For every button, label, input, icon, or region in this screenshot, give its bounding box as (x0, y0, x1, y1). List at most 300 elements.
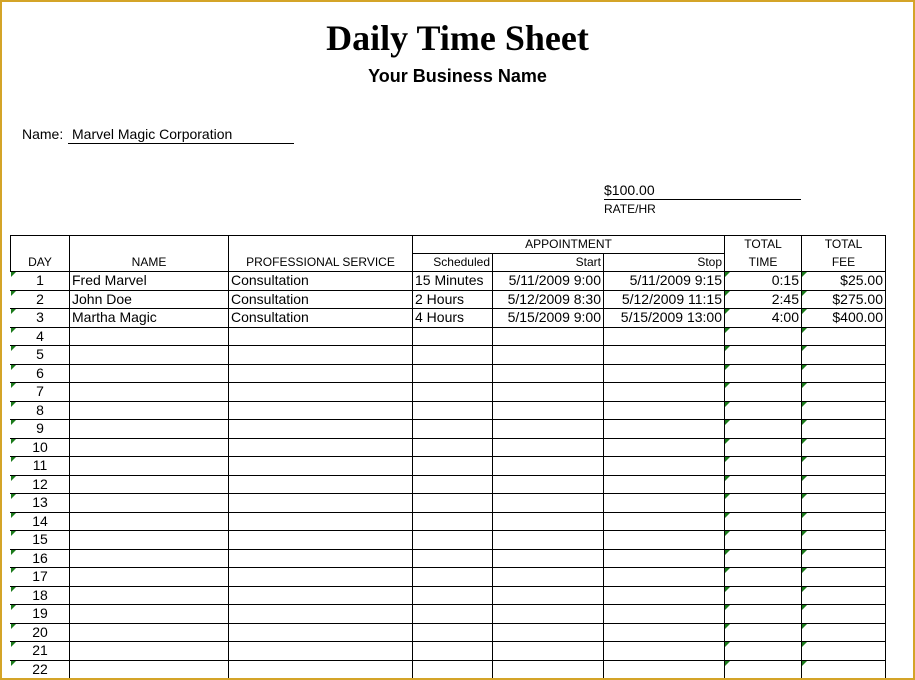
day-cell[interactable] (11, 605, 70, 624)
cell-comment-marker-icon (802, 642, 807, 647)
start-cell-text: 5/11/2009 9:00 (508, 272, 601, 289)
start-cell[interactable] (493, 586, 604, 605)
table-row (11, 290, 886, 309)
scheduled-cell[interactable] (413, 290, 493, 309)
service-cell[interactable] (229, 272, 413, 291)
service-cell[interactable] (229, 290, 413, 309)
cell-comment-marker-icon (11, 309, 16, 314)
time-cell[interactable] (725, 549, 802, 568)
fee-cell[interactable] (802, 383, 886, 402)
cell-comment-marker-icon (725, 328, 730, 333)
name-cell[interactable] (70, 586, 229, 605)
name-cell[interactable] (70, 309, 229, 328)
fee-cell[interactable] (802, 438, 886, 457)
start-cell[interactable] (493, 290, 604, 309)
fee-cell[interactable] (802, 457, 886, 476)
day-cell-text: 6 (36, 364, 44, 381)
cell-comment-marker-icon (802, 383, 807, 388)
start-cell[interactable] (493, 549, 604, 568)
cell-comment-marker-icon (11, 439, 16, 444)
day-cell-text: 4 (36, 327, 44, 344)
day-cell[interactable] (11, 346, 70, 365)
fee-cell[interactable] (802, 568, 886, 587)
name-cell[interactable] (70, 383, 229, 402)
stop-cell[interactable] (604, 457, 725, 476)
table-row (11, 549, 886, 568)
name-cell[interactable] (70, 364, 229, 383)
day-header: DAY (11, 254, 70, 272)
fee-cell[interactable] (802, 290, 886, 309)
time-cell[interactable] (725, 457, 802, 476)
service-cell[interactable] (229, 494, 413, 513)
service-cell[interactable] (229, 605, 413, 624)
cell-comment-marker-icon (802, 513, 807, 518)
fee-cell[interactable] (802, 605, 886, 624)
cell-comment-marker-icon (725, 587, 730, 592)
cell-comment-marker-icon (11, 642, 16, 647)
time-cell[interactable] (725, 346, 802, 365)
cell-comment-marker-icon (802, 531, 807, 536)
cell-comment-marker-icon (725, 383, 730, 388)
table-row (11, 586, 886, 605)
time-cell[interactable] (725, 290, 802, 309)
name-field[interactable]: Marvel Magic Corporation (68, 125, 294, 144)
start-cell[interactable] (493, 605, 604, 624)
day-cell-text: 17 (32, 568, 48, 585)
stop-cell[interactable] (604, 364, 725, 383)
start-cell-text: 5/15/2009 9:00 (507, 309, 601, 326)
fee-cell[interactable] (802, 512, 886, 531)
cell-comment-marker-icon (802, 605, 807, 610)
scheduled-cell[interactable] (413, 475, 493, 494)
cell-comment-marker-icon (802, 661, 807, 666)
scheduled-cell[interactable] (413, 494, 493, 513)
day-cell-text: 12 (32, 475, 48, 492)
day-cell-text: 20 (32, 623, 48, 640)
service-cell-text: Consultation (231, 272, 309, 289)
time-cell[interactable] (725, 605, 802, 624)
header-row-bottom (11, 254, 886, 272)
table-row (11, 346, 886, 365)
cell-comment-marker-icon (802, 624, 807, 629)
scheduled-cell[interactable] (413, 586, 493, 605)
start-cell[interactable] (493, 457, 604, 476)
time-sheet-table (10, 235, 886, 679)
stop-cell[interactable] (604, 272, 725, 291)
service-cell[interactable] (229, 475, 413, 494)
start-cell[interactable] (493, 531, 604, 550)
start-cell[interactable] (493, 401, 604, 420)
time-cell-text: 0:15 (771, 272, 799, 289)
day-cell-text: 19 (32, 605, 48, 622)
day-header-top (11, 236, 70, 254)
fee-cell[interactable] (802, 549, 886, 568)
scheduled-cell[interactable] (413, 531, 493, 550)
service-header: PROFESSIONAL SERVICE (229, 254, 413, 272)
day-cell[interactable] (11, 512, 70, 531)
fee-cell[interactable] (802, 531, 886, 550)
name-cell[interactable] (70, 401, 229, 420)
scheduled-cell[interactable] (413, 642, 493, 661)
name-cell[interactable] (70, 438, 229, 457)
fee-cell-text: $25.00 (840, 272, 883, 289)
table-row (11, 309, 886, 328)
fee-cell[interactable] (802, 420, 886, 439)
name-cell[interactable] (70, 457, 229, 476)
day-cell[interactable] (11, 642, 70, 661)
start-cell-text: 5/12/2009 8:30 (507, 290, 601, 307)
table-row (11, 605, 886, 624)
cell-comment-marker-icon (725, 272, 730, 277)
time-cell[interactable] (725, 272, 802, 291)
day-cell[interactable] (11, 660, 70, 679)
time-cell[interactable] (725, 586, 802, 605)
start-cell[interactable] (493, 642, 604, 661)
service-cell[interactable] (229, 623, 413, 642)
scheduled-cell[interactable] (413, 438, 493, 457)
scheduled-cell[interactable] (413, 568, 493, 587)
cell-comment-marker-icon (11, 587, 16, 592)
cell-comment-marker-icon (11, 513, 16, 518)
total-time-header: TOTAL (725, 236, 802, 254)
table-row (11, 531, 886, 550)
name-cell[interactable] (70, 660, 229, 679)
time-header: TIME (725, 254, 802, 272)
stop-cell-text: 5/11/2009 9:15 (629, 272, 722, 289)
day-cell[interactable] (11, 420, 70, 439)
service-cell[interactable] (229, 383, 413, 402)
appointment-header: APPOINTMENT (413, 236, 725, 254)
cell-comment-marker-icon (725, 439, 730, 444)
time-cell[interactable] (725, 623, 802, 642)
fee-cell[interactable] (802, 660, 886, 679)
service-cell[interactable] (229, 586, 413, 605)
name-cell[interactable] (70, 327, 229, 346)
day-cell[interactable] (11, 401, 70, 420)
cell-comment-marker-icon (11, 420, 16, 425)
cell-comment-marker-icon (725, 420, 730, 425)
time-cell[interactable] (725, 327, 802, 346)
scheduled-cell-text: 4 Hours (415, 309, 465, 326)
start-cell[interactable] (493, 660, 604, 679)
cell-comment-marker-icon (11, 550, 16, 555)
business-name: Your Business Name (368, 66, 547, 86)
cell-comment-marker-icon (11, 494, 16, 499)
day-cell[interactable] (11, 383, 70, 402)
fee-cell[interactable] (802, 272, 886, 291)
time-cell[interactable] (725, 383, 802, 402)
name-cell[interactable] (70, 346, 229, 365)
scheduled-header: Scheduled (413, 254, 493, 272)
scheduled-cell[interactable] (413, 605, 493, 624)
time-cell[interactable] (725, 494, 802, 513)
name-cell[interactable] (70, 272, 229, 291)
fee-cell[interactable] (802, 364, 886, 383)
table-row (11, 623, 886, 642)
cell-comment-marker-icon (11, 624, 16, 629)
table-row (11, 383, 886, 402)
scheduled-cell[interactable] (413, 420, 493, 439)
service-cell[interactable] (229, 512, 413, 531)
scheduled-cell-text: 2 Hours (415, 290, 465, 307)
day-cell[interactable] (11, 290, 70, 309)
stop-cell[interactable] (604, 586, 725, 605)
cell-comment-marker-icon (725, 568, 730, 573)
service-cell[interactable] (229, 309, 413, 328)
fee-cell-text: $400.00 (832, 309, 883, 326)
time-cell[interactable] (725, 401, 802, 420)
fee-cell[interactable] (802, 586, 886, 605)
cell-comment-marker-icon (802, 328, 807, 333)
day-cell-text: 13 (32, 494, 48, 511)
start-header: Start (493, 254, 604, 272)
day-cell[interactable] (11, 364, 70, 383)
stop-cell[interactable] (604, 327, 725, 346)
stop-cell[interactable] (604, 642, 725, 661)
name-cell-text: John Doe (72, 290, 132, 307)
scheduled-cell[interactable] (413, 309, 493, 328)
day-cell[interactable] (11, 568, 70, 587)
day-cell[interactable] (11, 475, 70, 494)
time-cell[interactable] (725, 475, 802, 494)
cell-comment-marker-icon (11, 383, 16, 388)
cell-comment-marker-icon (725, 346, 730, 351)
scheduled-cell[interactable] (413, 272, 493, 291)
cell-comment-marker-icon (802, 272, 807, 277)
stop-cell[interactable] (604, 568, 725, 587)
cell-comment-marker-icon (11, 291, 16, 296)
start-cell[interactable] (493, 494, 604, 513)
name-cell[interactable] (70, 290, 229, 309)
cell-comment-marker-icon (725, 365, 730, 370)
service-cell[interactable] (229, 531, 413, 550)
name-cell[interactable] (70, 420, 229, 439)
name-cell[interactable] (70, 475, 229, 494)
fee-header: FEE (802, 254, 886, 272)
cell-comment-marker-icon (802, 550, 807, 555)
table-row (11, 475, 886, 494)
name-cell[interactable] (70, 494, 229, 513)
day-cell[interactable] (11, 623, 70, 642)
time-cell[interactable] (725, 568, 802, 587)
scheduled-cell[interactable] (413, 327, 493, 346)
service-cell[interactable] (229, 364, 413, 383)
start-cell[interactable] (493, 623, 604, 642)
scheduled-cell[interactable] (413, 512, 493, 531)
time-cell[interactable] (725, 512, 802, 531)
fee-cell[interactable] (802, 327, 886, 346)
name-header: NAME (70, 254, 229, 272)
time-cell[interactable] (725, 420, 802, 439)
stop-cell[interactable] (604, 290, 725, 309)
stop-cell[interactable] (604, 549, 725, 568)
stop-cell[interactable] (604, 346, 725, 365)
scheduled-cell[interactable] (413, 364, 493, 383)
day-cell[interactable] (11, 586, 70, 605)
scheduled-cell[interactable] (413, 623, 493, 642)
name-cell[interactable] (70, 549, 229, 568)
cell-comment-marker-icon (725, 513, 730, 518)
start-cell[interactable] (493, 364, 604, 383)
cell-comment-marker-icon (725, 531, 730, 536)
table-row (11, 272, 886, 291)
table-row (11, 420, 886, 439)
day-cell[interactable] (11, 272, 70, 291)
scheduled-cell[interactable] (413, 457, 493, 476)
rate-field[interactable]: $100.00 (604, 181, 801, 200)
fee-cell[interactable] (802, 642, 886, 661)
stop-cell[interactable] (604, 512, 725, 531)
day-cell[interactable] (11, 438, 70, 457)
time-cell[interactable] (725, 531, 802, 550)
start-cell[interactable] (493, 568, 604, 587)
table-row (11, 568, 886, 587)
table-row (11, 327, 886, 346)
day-cell[interactable] (11, 327, 70, 346)
stop-cell[interactable] (604, 420, 725, 439)
cell-comment-marker-icon (802, 457, 807, 462)
day-cell-text: 9 (36, 420, 44, 437)
scheduled-cell[interactable] (413, 549, 493, 568)
table-row (11, 457, 886, 476)
day-cell[interactable] (11, 457, 70, 476)
day-cell-text: 2 (36, 290, 44, 307)
time-cell[interactable] (725, 309, 802, 328)
stop-cell[interactable] (604, 309, 725, 328)
stop-cell[interactable] (604, 438, 725, 457)
stop-cell[interactable] (604, 623, 725, 642)
day-cell-text: 16 (32, 549, 48, 566)
day-cell-text: 8 (36, 401, 44, 418)
stop-cell[interactable] (604, 605, 725, 624)
start-cell[interactable] (493, 272, 604, 291)
day-cell[interactable] (11, 494, 70, 513)
stop-cell-text: 5/15/2009 13:00 (620, 309, 722, 326)
fee-cell[interactable] (802, 346, 886, 365)
stop-cell[interactable] (604, 531, 725, 550)
service-cell[interactable] (229, 438, 413, 457)
day-cell-text: 7 (36, 383, 44, 400)
cell-comment-marker-icon (802, 365, 807, 370)
cell-comment-marker-icon (725, 661, 730, 666)
start-cell[interactable] (493, 346, 604, 365)
cell-comment-marker-icon (802, 402, 807, 407)
day-cell-text: 22 (32, 660, 48, 677)
fee-cell-text: $275.00 (832, 290, 883, 307)
fee-cell[interactable] (802, 494, 886, 513)
service-cell[interactable] (229, 420, 413, 439)
time-cell[interactable] (725, 660, 802, 679)
cell-comment-marker-icon (725, 309, 730, 314)
table-row (11, 438, 886, 457)
start-cell[interactable] (493, 383, 604, 402)
stop-cell[interactable] (604, 401, 725, 420)
fee-cell[interactable] (802, 309, 886, 328)
service-cell[interactable] (229, 346, 413, 365)
table-row (11, 660, 886, 679)
cell-comment-marker-icon (802, 309, 807, 314)
service-cell[interactable] (229, 327, 413, 346)
cell-comment-marker-icon (11, 346, 16, 351)
cell-comment-marker-icon (11, 328, 16, 333)
cell-comment-marker-icon (802, 420, 807, 425)
stop-cell[interactable] (604, 660, 725, 679)
day-cell[interactable] (11, 549, 70, 568)
time-cell[interactable] (725, 364, 802, 383)
rate-label: RATE/HR (604, 202, 656, 216)
service-cell[interactable] (229, 549, 413, 568)
fee-cell[interactable] (802, 475, 886, 494)
stop-cell[interactable] (604, 475, 725, 494)
cell-comment-marker-icon (11, 365, 16, 370)
start-cell[interactable] (493, 475, 604, 494)
name-cell-text: Fred Marvel (72, 272, 147, 289)
day-cell[interactable] (11, 531, 70, 550)
start-cell[interactable] (493, 327, 604, 346)
cell-comment-marker-icon (725, 550, 730, 555)
page-title: Daily Time Sheet (326, 18, 589, 58)
table-row (11, 642, 886, 661)
service-cell[interactable] (229, 568, 413, 587)
start-cell[interactable] (493, 420, 604, 439)
cell-comment-marker-icon (725, 642, 730, 647)
stop-cell[interactable] (604, 383, 725, 402)
stop-cell[interactable] (604, 494, 725, 513)
name-cell[interactable] (70, 623, 229, 642)
fee-cell[interactable] (802, 623, 886, 642)
cell-comment-marker-icon (725, 494, 730, 499)
service-cell[interactable] (229, 642, 413, 661)
service-cell[interactable] (229, 457, 413, 476)
service-cell-text: Consultation (231, 309, 309, 326)
cell-comment-marker-icon (802, 439, 807, 444)
name-cell[interactable] (70, 605, 229, 624)
start-cell[interactable] (493, 438, 604, 457)
cell-comment-marker-icon (725, 291, 730, 296)
start-cell[interactable] (493, 309, 604, 328)
cell-comment-marker-icon (802, 291, 807, 296)
cell-comment-marker-icon (802, 346, 807, 351)
cell-comment-marker-icon (11, 476, 16, 481)
start-cell[interactable] (493, 512, 604, 531)
day-cell-text: 18 (32, 586, 48, 603)
name-cell[interactable] (70, 512, 229, 531)
name-cell[interactable] (70, 531, 229, 550)
cell-comment-marker-icon (802, 494, 807, 499)
scheduled-cell[interactable] (413, 401, 493, 420)
day-cell-text: 10 (32, 438, 48, 455)
cell-comment-marker-icon (725, 402, 730, 407)
cell-comment-marker-icon (725, 476, 730, 481)
cell-comment-marker-icon (11, 605, 16, 610)
cell-comment-marker-icon (725, 457, 730, 462)
name-cell[interactable] (70, 568, 229, 587)
service-cell[interactable] (229, 660, 413, 679)
table-row (11, 401, 886, 420)
table-row (11, 364, 886, 383)
day-cell[interactable] (11, 309, 70, 328)
fee-cell[interactable] (802, 401, 886, 420)
service-cell-text: Consultation (231, 290, 309, 307)
stop-cell-text: 5/12/2009 11:15 (621, 290, 722, 307)
scheduled-cell[interactable] (413, 346, 493, 365)
name-cell[interactable] (70, 642, 229, 661)
service-cell[interactable] (229, 401, 413, 420)
time-cell[interactable] (725, 642, 802, 661)
time-cell[interactable] (725, 438, 802, 457)
scheduled-cell[interactable] (413, 660, 493, 679)
scheduled-cell[interactable] (413, 383, 493, 402)
